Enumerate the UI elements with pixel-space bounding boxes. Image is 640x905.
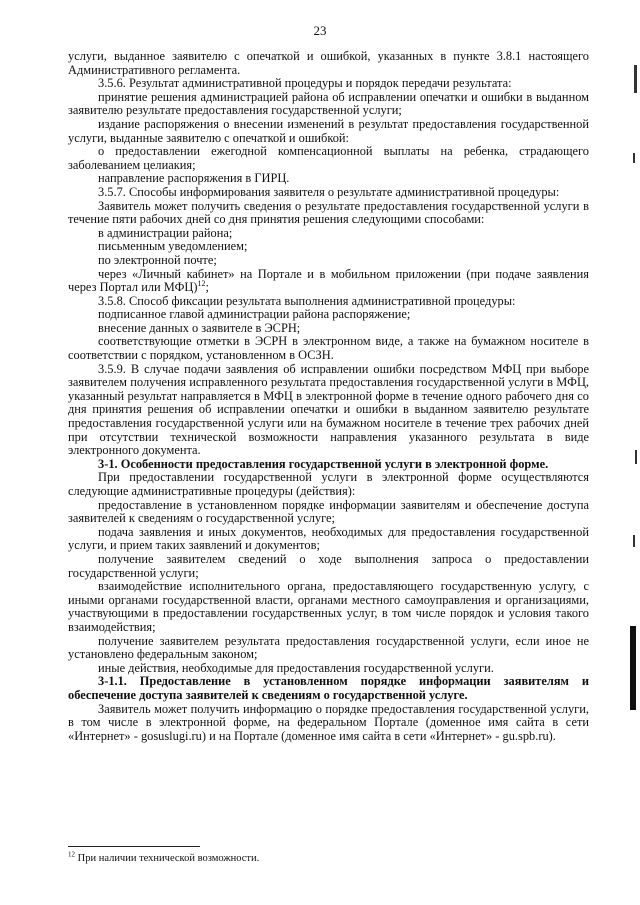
paragraph-text: подача заявления и иных документов, необходимых для предоставления государственной услуги, и прием таких заявлений и документов; [68,524,589,553]
paragraph [68,186,589,200]
paragraph [68,254,589,268]
paragraph-text: через «Личный кабинет» на Портале и в мобильном приложении (при подаче заявления через Портал или МФЦ) [68,266,589,295]
paragraph-text: 3.5.9. В случае подачи заявления об исправлении ошибки посредством МФЦ при выборе заявителем получения исправленного результата предоставления государственной услуги в МФЦ, указанный результат направляется в МФЦ в электронной форме в течение одного рабочего дня со дня принятия решения об исправлении опечатки и ошибки в выданном заявителю результате предоставления государственной услуги или на бумажном носителе в течение трех рабочих дней при отсутствии технической возможности направления указанного результата в виде электронного документа. [68,361,589,458]
scan-mark [635,450,637,464]
paragraph [68,77,589,91]
document-body [68,50,589,743]
paragraph-text: в администрации района; [98,225,233,240]
paragraph-text: получение заявителем результата предоставления государственной услуги, если иное не установлено федеральным законом; [68,633,589,662]
paragraph-text: письменным уведомлением; [98,239,248,254]
paragraph-text: предоставление в установленном порядке информации заявителям и обеспечение доступа заявителей к сведениям о государственной услуге; [68,497,589,526]
paragraph [68,662,589,676]
paragraph [68,268,589,295]
footnote-number: 12 [68,850,75,859]
paragraph [68,50,589,77]
paragraph-text: взаимодействие исполнительного органа, предоставляющего государственную услугу, с иными органами государственной власти, органами местного самоуправления и организациями, участвующими в предоставлении государственных услуг, в том числе порядок и условия такого взаимодействия; [68,579,589,634]
paragraph [68,295,589,309]
paragraph-text: Заявитель может получить сведения о результате предоставления государственной услуги в течение пяти рабочих дней со дня принятия решения следующими способами: [68,198,589,227]
paragraph [68,703,589,744]
paragraph [68,172,589,186]
paragraph-text: При предоставлении государственной услуги в электронной форме осуществляются следующие административные процедуры (действия): [68,470,589,498]
paragraph [68,118,589,145]
section-heading [68,675,589,702]
paragraph [68,526,589,553]
scan-mark [634,65,637,93]
paragraph [68,227,589,241]
paragraph [68,499,589,526]
paragraph [68,553,589,580]
footnote-divider [68,846,200,847]
page-number: 23 [313,23,327,38]
paragraph-text: подписанное главой администрации района распоряжение; [98,307,411,322]
paragraph-text: услуги, выданное заявителю с опечаткой и ошибкой, указанных в пункте 3.8.1 настоящего Административного регламента. [68,49,589,77]
paragraph-text: соответствующие отметки в ЭСРН в электронном виде, а также на бумажном носителе в соответствии с порядком, установленном в ОСЗН. [68,334,589,363]
paragraph-text: внесение данных о заявителе в ЭСРН; [98,320,301,335]
paragraph-text: получение заявителем сведений о ходе выполнения запроса о предоставлении государственной услуги; [68,551,589,580]
paragraph-text: 3.5.8. Способ фиксации результата выполнения административной процедуры: [98,293,516,308]
scan-mark [630,626,636,710]
paragraph [68,363,589,458]
paragraph-text: 3.5.7. Способы информирования заявителя о результате административной процедуры: [98,184,560,199]
paragraph-text: ; [205,280,209,295]
paragraph-text: Заявитель может получить информацию о порядке предоставления государственной услуги, в том числе в электронной форме, на федеральном Портале (доменное имя сайта в сети «Интернет» - gosuslugi.ru) и на Портале (доменное имя сайта в сети «Интернет» - gu.spb.ru). [68,701,589,743]
paragraph [68,635,589,662]
paragraph-text: 3.5.6. Результат административной процедуры и порядок передачи результата: [98,76,512,91]
paragraph [68,308,589,322]
paragraph-text: принятие решения администрацией района об исправлении опечатки и ошибки в выданном заявителю результате предоставления государственной услуги; [68,89,589,118]
scan-mark [633,153,635,163]
paragraph [68,91,589,118]
paragraph [68,580,589,634]
paragraph [68,145,589,172]
paragraph-text: направление распоряжения в ГИРЦ. [98,171,290,186]
paragraph [68,471,589,498]
paragraph-text: издание распоряжения о внесении изменений в результат предоставления государственной услуги, выданные заявителю с опечаткой и ошибкой: [68,116,589,145]
footnote [68,850,589,865]
paragraph-text: о предоставлении ежегодной компенсационной выплаты на ребенка, страдающего заболеванием целиакия; [68,144,589,172]
paragraph-text: 3-1.1. Предоставление в установленном порядке информации заявителям и обеспечение доступа заявителей к сведениям о государственной услуге. [68,674,589,702]
paragraph [68,240,589,254]
paragraph [68,322,589,336]
footnote-text: При наличии технической возможности. [75,853,260,864]
scan-mark [633,535,635,547]
paragraph-text: по электронной почте; [98,252,217,267]
footnote-reference[interactable]: 12 [197,278,206,288]
section-heading [68,458,589,472]
paragraph [68,200,589,227]
paragraph-text: иные действия, необходимые для предоставления государственной услуги. [98,660,494,675]
paragraph [68,335,589,362]
paragraph-text: 3-1. Особенности предоставления государственной услуги в электронной форме. [98,456,549,471]
